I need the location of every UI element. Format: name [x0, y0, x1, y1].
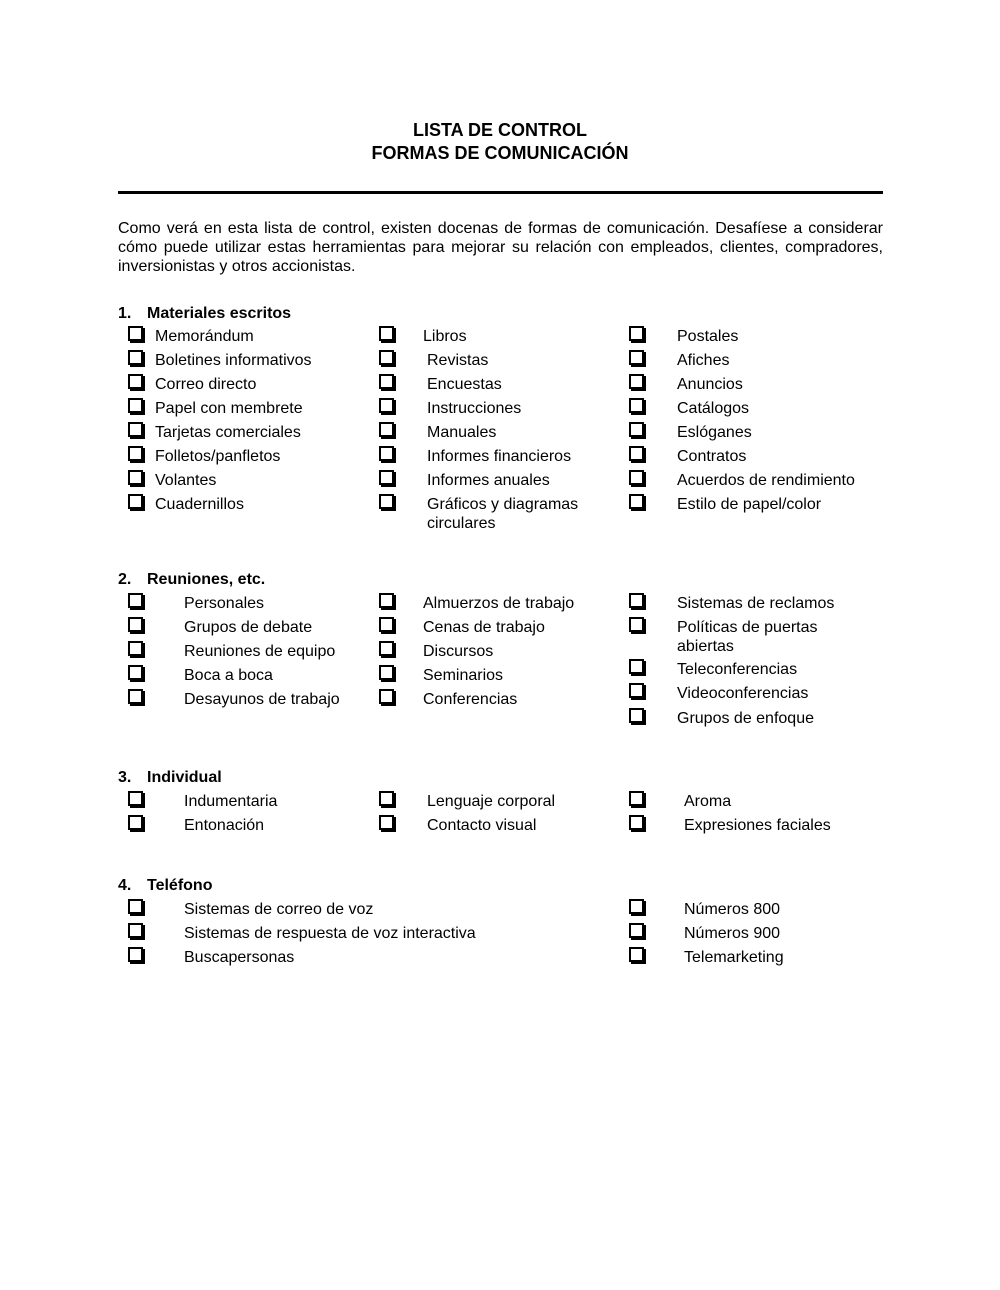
- checklist-item-label: Contacto visual: [427, 817, 537, 834]
- section-heading: [118, 570, 265, 589]
- checkbox[interactable]: [629, 683, 644, 698]
- checkbox[interactable]: [379, 374, 394, 389]
- checklist-item-label: Números 900: [684, 925, 781, 942]
- checklist-item-label: Postales: [677, 328, 739, 345]
- checklist-item-label: Expresiones faciales: [684, 817, 831, 834]
- checkbox[interactable]: [379, 326, 394, 341]
- section-title: Materiales escritos: [147, 305, 292, 322]
- checklist-item-label: Discursos: [423, 643, 494, 660]
- checklist-item-label: Folletos/panfletos: [155, 448, 281, 465]
- checklist-item-label: Buscapersonas: [184, 949, 295, 966]
- section-number: 1.: [118, 305, 132, 322]
- intro-paragraph: Como verá en esta lista de control, existen docenas de formas de comunicación. Desafíese a considerar cómo puede utilizar estas herramientas para mejorar su relación con empleados, clientes, compradores, inversionistas y otros accionistas.: [118, 220, 883, 275]
- checkbox[interactable]: [629, 617, 644, 632]
- checklist-item-label: Boletines informativos: [155, 352, 312, 369]
- checkbox[interactable]: [629, 923, 644, 938]
- checkbox[interactable]: [379, 494, 394, 509]
- checklist-item-label: Indumentaria: [184, 793, 278, 810]
- checkbox[interactable]: [379, 617, 394, 632]
- checklist-item-label: Videoconferencias: [677, 685, 809, 702]
- header-divider: [118, 191, 883, 194]
- checkbox[interactable]: [128, 641, 143, 656]
- section-heading: [118, 768, 222, 787]
- checklist-item-label: Boca a boca: [184, 667, 273, 684]
- checkbox[interactable]: [128, 494, 143, 509]
- checkbox[interactable]: [629, 659, 644, 674]
- checkbox[interactable]: [128, 422, 143, 437]
- checklist-item-label: Tarjetas comerciales: [155, 424, 301, 441]
- checklist-item-label: Instrucciones: [427, 400, 522, 417]
- checklist-item-label: Anuncios: [677, 376, 743, 393]
- checklist-item-label: Políticas de puertas abiertas: [677, 619, 818, 655]
- checklist-item-label: Cuadernillos: [155, 496, 244, 513]
- checkbox[interactable]: [128, 689, 143, 704]
- checklist-item-label: Memorándum: [155, 328, 254, 345]
- checklist-item-label: Grupos de debate: [184, 619, 313, 636]
- checklist-item-label: Eslóganes: [677, 424, 752, 441]
- section-title: Individual: [147, 769, 222, 786]
- checklist-item-label: Papel con membrete: [155, 400, 303, 417]
- checkbox[interactable]: [379, 791, 394, 806]
- checklist-item-label: Correo directo: [155, 376, 257, 393]
- checklist-item-label: Entonación: [184, 817, 265, 834]
- checklist-item-label: Sistemas de respuesta de voz interactiva: [184, 925, 476, 942]
- checklist-item-label: Estilo de papel/color: [677, 496, 822, 513]
- section-number: 2.: [118, 571, 132, 588]
- checklist-item-label: Grupos de enfoque: [677, 710, 814, 727]
- checklist-item-label: Volantes: [155, 472, 217, 489]
- checkbox[interactable]: [379, 470, 394, 485]
- checklist-item-label: Desayunos de trabajo: [184, 691, 340, 708]
- checkbox[interactable]: [629, 470, 644, 485]
- checklist-item-label: Lenguaje corporal: [427, 793, 556, 810]
- checklist-item-label: Teleconferencias: [677, 661, 798, 678]
- section-heading: [118, 304, 291, 323]
- checkbox[interactable]: [379, 422, 394, 437]
- checkbox[interactable]: [379, 815, 394, 830]
- checklist-item-label: Encuestas: [427, 376, 502, 393]
- checklist-item-label: Cenas de trabajo: [423, 619, 545, 636]
- checkbox[interactable]: [128, 899, 143, 914]
- checkbox[interactable]: [128, 923, 143, 938]
- checkbox[interactable]: [629, 422, 644, 437]
- checklist-item-label: Manuales: [427, 424, 497, 441]
- checkbox[interactable]: [128, 374, 143, 389]
- checklist-item-label: Contratos: [677, 448, 747, 465]
- checkbox[interactable]: [629, 446, 644, 461]
- checklist-item-label: Informes financieros: [427, 448, 572, 465]
- checkbox[interactable]: [379, 398, 394, 413]
- checklist-item-label: Seminarios: [423, 667, 504, 684]
- section-number: 4.: [118, 877, 132, 894]
- section-number: 3.: [118, 769, 132, 786]
- checkbox[interactable]: [629, 791, 644, 806]
- checkbox[interactable]: [128, 350, 143, 365]
- checkbox[interactable]: [128, 791, 143, 806]
- checkbox[interactable]: [128, 815, 143, 830]
- checkbox[interactable]: [128, 593, 143, 608]
- checkbox[interactable]: [128, 470, 143, 485]
- checkbox[interactable]: [128, 398, 143, 413]
- checklist-item-label: Gráficos y diagramas circulares: [427, 496, 579, 532]
- checkbox[interactable]: [379, 641, 394, 656]
- checklist-item-label: Afiches: [677, 352, 730, 369]
- checkbox[interactable]: [629, 350, 644, 365]
- checklist-item-label: Números 800: [684, 901, 781, 918]
- checkbox[interactable]: [629, 326, 644, 341]
- checkbox[interactable]: [629, 374, 644, 389]
- checkbox[interactable]: [379, 665, 394, 680]
- section-title: Reuniones, etc.: [147, 571, 266, 588]
- checkbox[interactable]: [629, 593, 644, 608]
- checkbox[interactable]: [128, 617, 143, 632]
- checklist-item-label: Catálogos: [677, 400, 750, 417]
- checkbox[interactable]: [379, 689, 394, 704]
- checklist-item-label: Revistas: [427, 352, 489, 369]
- checklist-item-label: Conferencias: [423, 691, 518, 708]
- checklist-item-label: Reuniones de equipo: [184, 643, 336, 660]
- checklist-item-label: Telemarketing: [684, 949, 784, 966]
- checkbox[interactable]: [629, 947, 644, 962]
- checklist-item-label: Sistemas de reclamos: [677, 595, 835, 612]
- checklist-item-label: Personales: [184, 595, 265, 612]
- checkbox[interactable]: [629, 708, 644, 723]
- checklist-item-label: Sistemas de correo de voz: [184, 901, 374, 918]
- checklist-item-label: Informes anuales: [427, 472, 550, 489]
- checkbox[interactable]: [128, 446, 143, 461]
- section-heading: [118, 876, 212, 895]
- checkbox[interactable]: [629, 899, 644, 914]
- checkbox[interactable]: [629, 494, 644, 509]
- checkbox[interactable]: [629, 815, 644, 830]
- checkbox[interactable]: [379, 593, 394, 608]
- checkbox[interactable]: [379, 446, 394, 461]
- checkbox[interactable]: [128, 665, 143, 680]
- checkbox[interactable]: [629, 398, 644, 413]
- section-title: Teléfono: [147, 877, 213, 894]
- checkbox[interactable]: [128, 326, 143, 341]
- checklist-item-label: Aroma: [684, 793, 732, 810]
- document-title: LISTA DE CONTROL: [413, 120, 587, 140]
- checklist-item-label: Almuerzos de trabajo: [423, 595, 575, 612]
- checklist-item-label: Libros: [423, 328, 467, 345]
- checklist-item-label: Acuerdos de rendimiento: [677, 472, 855, 489]
- checkbox[interactable]: [379, 350, 394, 365]
- document-subtitle: FORMAS DE COMUNICACIÓN: [371, 143, 629, 163]
- checkbox[interactable]: [128, 947, 143, 962]
